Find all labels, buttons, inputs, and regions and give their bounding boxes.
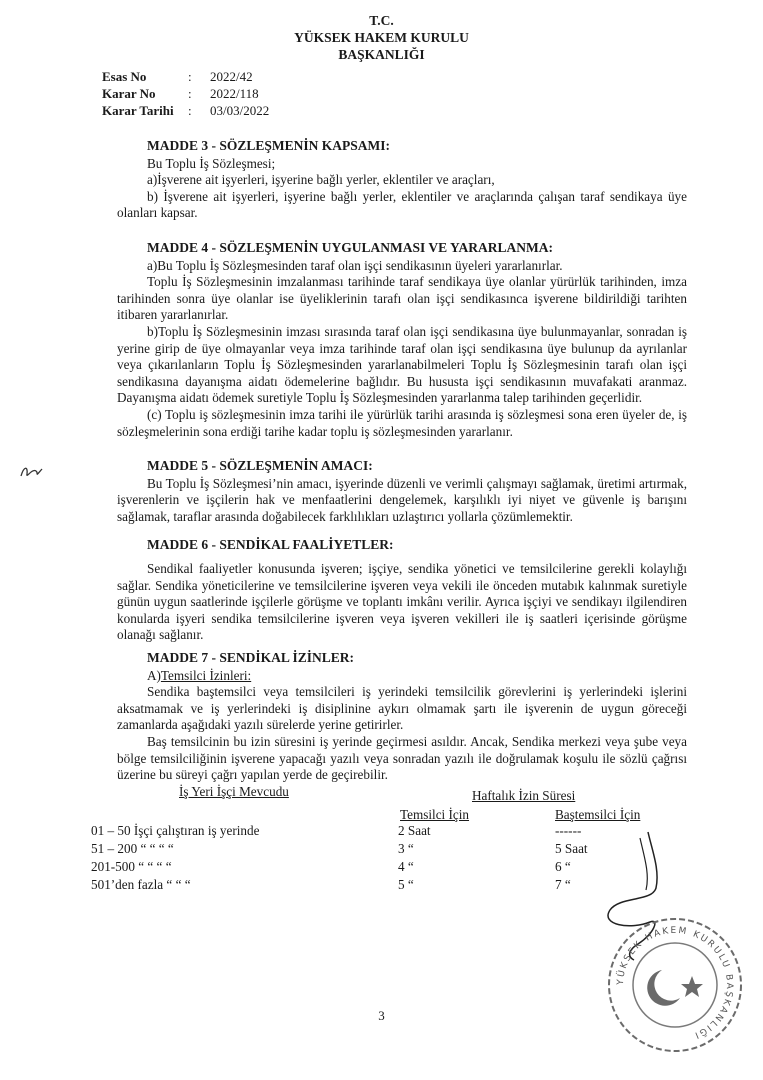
meta-value: 2022/42 — [210, 69, 253, 84]
madde-3-paragraph: a)İşverene ait işyerleri, işyerine bağlı yerler, eklentiler ve araçları, — [147, 172, 495, 188]
meta-value: 2022/118 — [210, 86, 259, 101]
table-cell: 201-500 “ “ “ “ — [91, 858, 172, 874]
table-col3-header: Baştemsilci İçin — [555, 806, 641, 822]
madde-4-heading: MADDE 4 - SÖZLEŞMENİN UYGULANMASI VE YARARLANMA: — [147, 239, 554, 255]
margin-initial-mark — [18, 462, 46, 482]
madde-3-paragraph: b) İşverene ait işyerleri, işyerine bağlı yerler, eklentiler ve araçlarında çalışan taraf sendikaya üye olanları kapsar. — [117, 188, 687, 221]
madde-5-paragraph: Bu Toplu İş Sözleşmesi’nin amacı, işyerinde düzenli ve verimli çalışmayı sağlamak, üretimi artırmak, işverenlerin ve işçilerin hak ve menfaatlerini dengelemek, karşılıklı iyi niyet ve güvenle iş barışını sağlamak, taraflar arasında doğabilecek farklılıkları uzlaştırıcı yollarla çözümlemektir. — [117, 475, 687, 524]
madde-4-paragraph: b)Toplu İş Sözleşmesinin imzası sırasında taraf olan işçi sendikasına üye bulunmayanlar, sonradan iş yerine girip de üye olmayanlar veya imza tarihinde taraf olan işçi sendikasına üye bulunup da ayrılanlar veya çıkarılanların Toplu İş Sözleşmesinden yararlanabilmeleri Toplu İş Sözleşmesinin tarafı olan işçi sendikasına dayanışma aidatı ödemelerine bağlıdır. Bu hususta işçi sendikasının muvafakati aranmaz. Dayanışma aidatı ödemek suretiyle Toplu İş Sözleşmesinden yararlanma talep tarihinden geçerlidir. — [117, 323, 687, 406]
madde-4-paragraph: a)Bu Toplu İş Sözleşmesinden taraf olan işçi sendikasının üyeleri yararlanırlar. — [147, 257, 563, 273]
page-number: 3 — [378, 1008, 385, 1023]
madde-3-paragraph: Bu Toplu İş Sözleşmesi; — [147, 155, 276, 171]
madde-5-heading: MADDE 5 - SÖZLEŞMENİN AMACI: — [147, 458, 373, 474]
table-cell: 6 “ — [555, 858, 571, 874]
document-header — [0, 12, 763, 63]
table-cell: 3 “ — [398, 840, 414, 856]
madde-7-heading: MADDE 7 - SENDİKAL İZİNLER: — [147, 650, 355, 666]
meta-label: Esas No — [102, 69, 147, 84]
madde-6-heading: MADDE 6 - SENDİKAL FAALİYETLER: — [147, 537, 394, 553]
meta-row-esas — [102, 68, 269, 85]
table-col2-header: Temsilci İçin — [400, 806, 470, 822]
madde-4-paragraph: (c) Toplu iş sözleşmesinin imza tarihi ile yürürlük tarihi arasında iş sözleşmesi sona eren üyeler de, iş sözleşmelerinin sona erdiği tarihe kadar toplu iş sözleşmesinden yararlanır. — [117, 406, 687, 439]
table-cell: 2 Saat — [398, 822, 431, 838]
madde-7-paragraph: Baş temsilcinin bu izin süresini iş yerinde geçirmesi asıldır. Ancak, Sendika merkezi veya şube veya bölge temsilciliğinin işverene yapacağı yazılı veya sonradan yazılı ile doğrulamak koşulu ile sözlü çağrısı üzerine bu süreyi çağrı yapılan yerde de geçirebilir. — [117, 734, 687, 783]
meta-row-tarih — [102, 102, 269, 119]
table-group-header: Haftalık İzin Süresi — [472, 787, 576, 803]
subheading-prefix: A) — [147, 667, 161, 683]
case-meta — [102, 68, 269, 119]
subheading-label: Temsilci İzinleri: — [160, 667, 252, 683]
madde-7-paragraph: Sendika baştemsilci veya temsilcileri iş yerindeki temsilcilik görevlerini iş yerlerindeki işlerini aksatmamak ve iş yerlerindeki iş disiplinine aykırı olmamak şartı ile işverenin de uygun göreceği zamanlarda aşağıdaki yazılı sürelerde yerine getirirler. — [117, 684, 687, 733]
table-col1-header: İş Yeri İşçi Mevcudu — [179, 783, 289, 799]
madde-4-paragraph: Toplu İş Sözleşmesinin imzalanması tarihinde taraf sendikaya üye olanlar yürürlük tarihinden, imza tarihinden sonra üye olanlar ise üyeliklerinin tarafı olan işçi sendikasınca işverene bildirildiği tarihten itibaren yararlanırlar. — [117, 274, 687, 323]
table-cell: 7 “ — [555, 876, 571, 892]
meta-label: Karar No — [102, 86, 156, 101]
table-cell: 01 – 50 İşçi çalıştıran iş yerinde — [91, 822, 260, 838]
table-cell: 51 – 200 “ “ “ “ — [91, 840, 174, 856]
madde-3-heading: MADDE 3 - SÖZLEŞMENİN KAPSAMI: — [147, 138, 391, 153]
table-cell: 5 “ — [398, 876, 414, 892]
meta-row-karar — [102, 85, 269, 102]
table-cell: 501’den fazla “ “ “ — [91, 876, 191, 892]
seal-ring-text: YÜKSEK HAKEM KURULU BAŞKANLIĞI — [615, 925, 735, 1041]
table-cell: ------ — [555, 822, 582, 838]
header-line-3: BAŞKANLIĞI — [338, 47, 425, 62]
meta-label: Karar Tarihi — [102, 103, 174, 118]
madde-7-subheading — [147, 668, 687, 685]
official-seal-stamp — [600, 910, 750, 1060]
meta-value: 03/03/2022 — [210, 103, 270, 118]
meta-colon: : — [188, 69, 192, 84]
meta-colon: : — [188, 103, 192, 118]
header-line-1: T.C. — [369, 13, 394, 28]
table-cell: 4 “ — [398, 858, 414, 874]
madde-6-paragraph: Sendikal faaliyetler konusunda işveren; işçiye, sendika yönetici ve temsilcilerine gerekli kolaylığı sağlar. Sendika yöneticilerine ve temsilcilerine işveren veya vekili ile önceden mutabık kalınmak suretiyle günün uygun saatlerinde işçilerle görüşme ve toplantı imkânı verilir. Ayrıca işçiyi ve sendikayı ilgilendiren konularda işyeri sendika temsilcilerine işveren veya işveren vekilleri ile iş saatleri içerisinde görüşme olanağı sağlanır. — [117, 561, 687, 643]
table-cell: 5 Saat — [555, 840, 588, 856]
document-body — [91, 138, 687, 892]
header-line-2: YÜKSEK HAKEM KURULU — [294, 30, 469, 45]
meta-colon: : — [188, 86, 192, 101]
